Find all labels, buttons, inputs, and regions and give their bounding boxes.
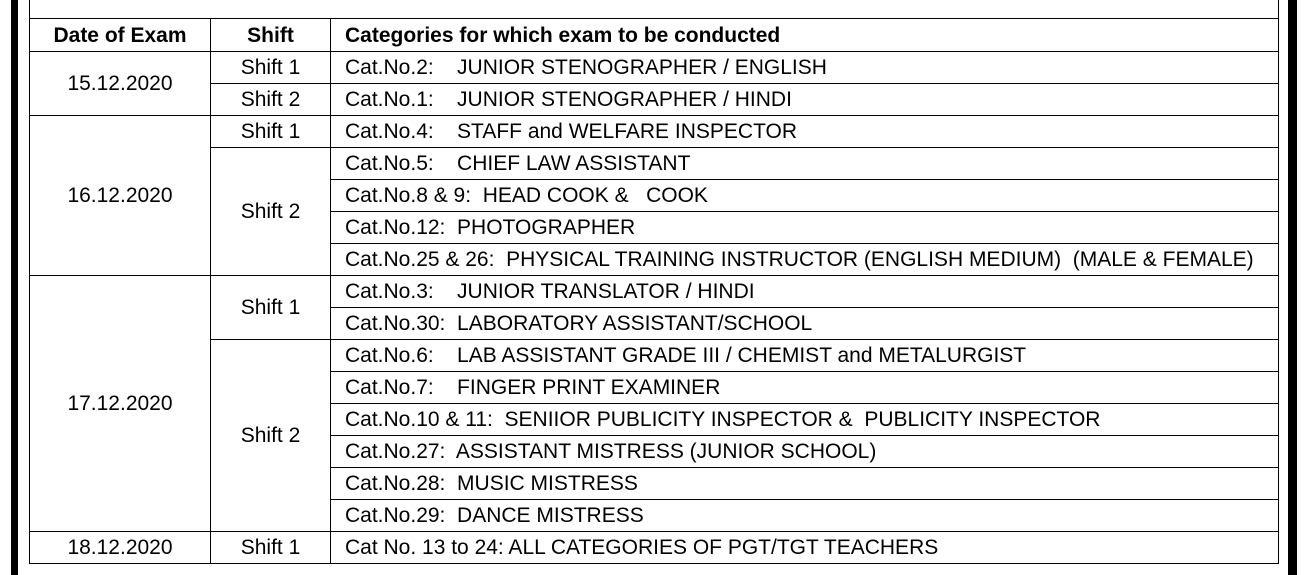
exam-date-cell: 17.12.2020 — [30, 276, 211, 532]
header-categories: Categories for which exam to be conducted — [331, 19, 1279, 52]
exam-date-cell: 15.12.2020 — [30, 52, 211, 116]
category-cell — [331, 52, 1279, 84]
shift-cell: Shift 2 — [211, 148, 331, 276]
table-row — [30, 116, 1279, 148]
left-frame-border — [11, 0, 18, 575]
header-date-of-exam: Date of Exam — [30, 19, 211, 52]
table-row — [30, 532, 1279, 564]
category-text: Cat.No.1: JUNIOR STENOGRAPHER / HINDI — [345, 88, 792, 111]
table-top-spacer-cell — [30, 0, 1279, 19]
header-shift: Shift — [211, 19, 331, 52]
category-cell — [331, 244, 1279, 276]
category-cell — [331, 436, 1279, 468]
category-text: Cat.No.30: LABORATORY ASSISTANT/SCHOOL — [345, 312, 813, 335]
shift-cell: Shift 2 — [211, 84, 331, 116]
category-text: Cat.No.29: DANCE MISTRESS — [345, 504, 644, 527]
category-text: Cat.No.27: ASSISTANT MISTRESS (JUNIOR SCHOOL) — [345, 440, 877, 463]
category-cell — [331, 84, 1279, 116]
category-text: Cat.No.12: PHOTOGRAPHER — [345, 216, 636, 239]
category-cell — [331, 276, 1279, 308]
category-cell — [331, 340, 1279, 372]
category-cell — [331, 532, 1279, 564]
category-text: Cat.No.8 & 9: HEAD COOK & COOK — [345, 184, 708, 207]
category-text: Cat.No.7: FINGER PRINT EXAMINER — [345, 376, 721, 399]
table-row — [30, 52, 1279, 84]
category-text: Cat.No.6: LAB ASSISTANT GRADE III / CHEMIST and METALURGIST — [345, 344, 1027, 367]
category-cell — [331, 212, 1279, 244]
exam-schedule-table — [29, 0, 1279, 564]
table-row — [30, 148, 1279, 180]
shift-cell: Shift 1 — [211, 276, 331, 340]
exam-date-cell: 18.12.2020 — [30, 532, 211, 564]
category-cell — [331, 180, 1279, 212]
table-row — [30, 340, 1279, 372]
category-text: Cat.No.28: MUSIC MISTRESS — [345, 472, 638, 495]
category-text: Cat No. 13 to 24: ALL CATEGORIES OF PGT/TGT TEACHERS — [345, 536, 939, 559]
header-row — [30, 19, 1279, 52]
shift-cell: Shift 1 — [211, 52, 331, 84]
category-cell — [331, 404, 1279, 436]
table-row — [30, 276, 1279, 308]
category-cell — [331, 372, 1279, 404]
exam-schedule-container — [29, 0, 1277, 564]
exam-date-cell: 16.12.2020 — [30, 116, 211, 276]
category-cell — [331, 148, 1279, 180]
category-cell — [331, 500, 1279, 532]
category-text: Cat.No.4: STAFF and WELFARE INSPECTOR — [345, 120, 798, 143]
category-cell — [331, 116, 1279, 148]
category-text: Cat.No.25 & 26: PHYSICAL TRAINING INSTRUCTOR (ENGLISH MEDIUM) (MALE & FEMALE) — [345, 248, 1254, 271]
category-text: Cat.No.3: JUNIOR TRANSLATOR / HINDI — [345, 280, 755, 303]
category-cell — [331, 308, 1279, 340]
category-cell — [331, 468, 1279, 500]
shift-cell: Shift 1 — [211, 532, 331, 564]
category-text: Cat.No.10 & 11: SENIIOR PUBLICITY INSPECTOR & PUBLICITY INSPECTOR — [345, 408, 1101, 431]
shift-cell: Shift 1 — [211, 116, 331, 148]
category-text: Cat.No.2: JUNIOR STENOGRAPHER / ENGLISH — [345, 56, 827, 79]
category-text: Cat.No.5: CHIEF LAW ASSISTANT — [345, 152, 691, 175]
table-row — [30, 84, 1279, 116]
table-top-spacer-row — [30, 0, 1279, 19]
shift-cell: Shift 2 — [211, 340, 331, 532]
right-frame-border — [1288, 0, 1297, 575]
